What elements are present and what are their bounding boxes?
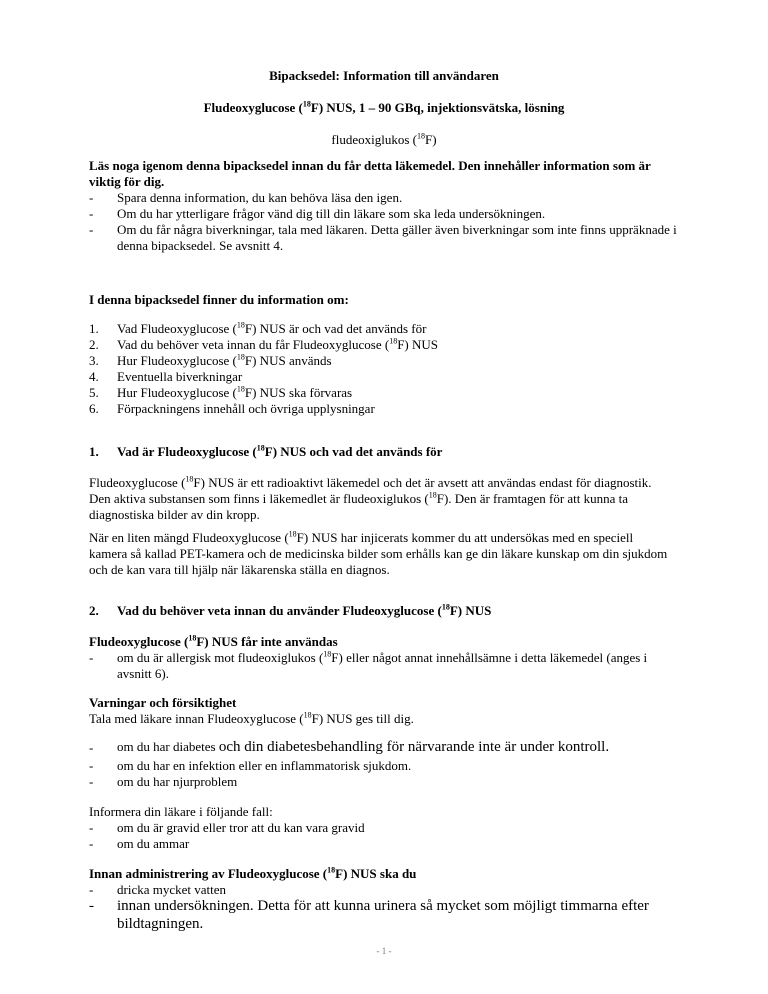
toc-number: 5. [89, 385, 99, 400]
subheading: Fludeoxyglucose ($^{18}$F) NUS får inte användas [89, 633, 338, 649]
intro-warning: Läs noga igenom denna bipacksedel innan du får detta läkemedel. Den innehåller information som är viktig för dig. [89, 158, 651, 189]
bullet-dash: - [89, 758, 94, 773]
toc-item: Vad du behöver veta innan du får Fludeoxyglucose ($^{18}$F) NUS [117, 336, 439, 352]
paragraph: Tala med läkare innan Fludeoxyglucose ($^{18}$F) NUS ges till dig. [89, 710, 414, 726]
subheading: Innan administrering av Fludeoxyglucose ($^{18}$F) NUS ska du [89, 865, 417, 881]
list-item: innan undersökningen. Detta för att kunna urinera så mycket som möjligt timmarna efter bildtagningen. [117, 898, 649, 932]
bullet-dash: - [89, 190, 94, 205]
bullet-dash: - [89, 650, 94, 665]
bullet-dash: - [89, 222, 94, 237]
product-name: Fludeoxyglucose ($^{18}$F) NUS, 1 – 90 GBq, injektionsvätska, lösning [203, 99, 565, 115]
toc-number: 2. [89, 337, 99, 352]
toc-item: Eventuella biverkningar [117, 369, 243, 384]
list-item: om du är gravid eller tror att du kan vara gravid [117, 820, 365, 835]
toc-heading: I denna bipacksedel finner du information om: [89, 292, 349, 307]
page-number: - 1 - [376, 946, 392, 956]
bullet-dash: - [89, 820, 94, 835]
intro-bullet: Om du får några biverkningar, tala med läkaren. Detta gäller även biverkningar som inte finns uppräknade i denna bipacksedel. Se avsnitt 4. [117, 222, 677, 253]
intro-bullet: Spara denna information, du kan behöva läsa den igen. [117, 190, 403, 205]
list-item: om du är allergisk mot fludeoxiglukos ($^{18}$F) eller något annat innehållsämne i detta läkemedel (anges i avsnitt 6). [117, 649, 648, 681]
subheading: Varningar och försiktighet [89, 695, 237, 710]
bullet-dash: - [89, 774, 94, 789]
active-substance: fludeoxiglukos ($^{18}$F) [331, 131, 437, 147]
leaflet-title: Bipacksedel: Information till användaren [269, 68, 499, 83]
bullet-dash: - [89, 740, 94, 755]
list-item: om du har en infektion eller en inflammatorisk sjukdom. [117, 758, 412, 773]
toc-number: 3. [89, 353, 99, 368]
section-1-paragraph: När en liten mängd Fludeoxyglucose ($^{18}$F) NUS har injicerats kommer du att undersökas med en speciell kamera så kallad PET-kamera och de medicinska bilder som erhålls kan ge din läkare kunskap om din sjukdom och de kan vara till hjälp när läkarenska ställa en diagnos. [89, 529, 668, 577]
bullet-dash: - [89, 898, 94, 914]
section-1-paragraph: Fludeoxyglucose ($^{18}$F) NUS är ett radioaktivt läkemedel och det är avsett att användas endast för diagnostik. Den aktiva substansen som finns i läkemedlet är fludeoxiglukos ($^{18}$F). Den är framtagen för att kunna ta diagnostiska bilder av din kropp. [89, 474, 652, 522]
toc-number: 6. [89, 401, 99, 416]
toc-item: Hur Fludeoxyglucose ($^{18}$F) NUS ska förvaras [117, 384, 353, 400]
list-item: om du ammar [117, 836, 190, 851]
paragraph: Informera din läkare i följande fall: [89, 804, 273, 819]
toc-item: Förpackningens innehåll och övriga upplysningar [117, 401, 375, 416]
section-2-heading: Vad du behöver veta innan du använder Fludeoxyglucose ($^{18}$F) NUS [117, 602, 492, 618]
list-item: dricka mycket vatten [117, 882, 227, 897]
list-item: om du har diabetes och din diabetesbehandling för närvarande inte är under kontroll. [117, 739, 610, 755]
section-number: 2. [89, 603, 99, 618]
toc-number: 4. [89, 369, 99, 384]
intro-bullet: Om du har ytterligare frågor vänd dig till din läkare som ska leda undersökningen. [117, 206, 546, 221]
section-1-heading: Vad är Fludeoxyglucose ($^{18}$F) NUS och vad det används för [117, 443, 443, 459]
list-item: om du har njurproblem [117, 774, 238, 789]
bullet-dash: - [89, 882, 94, 897]
toc-item: Vad Fludeoxyglucose ($^{18}$F) NUS är och vad det används för [117, 320, 427, 336]
section-number: 1. [89, 444, 99, 459]
toc-item: Hur Fludeoxyglucose ($^{18}$F) NUS används [117, 352, 332, 368]
bullet-dash: - [89, 206, 94, 221]
toc-number: 1. [89, 321, 99, 336]
bullet-dash: - [89, 836, 94, 851]
